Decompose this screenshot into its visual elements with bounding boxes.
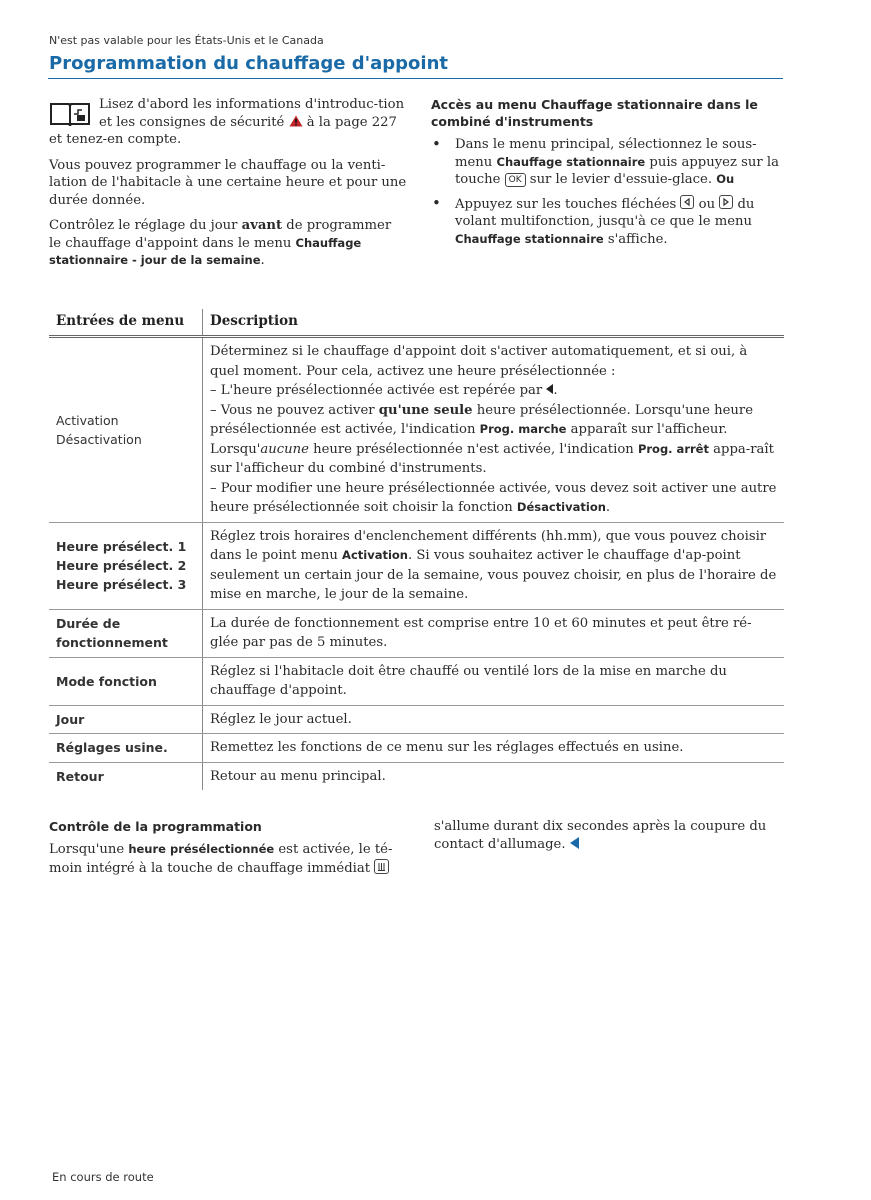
description-cell: La durée de fonctionnement est comprise entre 10 et 60 minutes et peut être ré-glée par pas de 5 minutes. — [203, 609, 785, 657]
controle-heading: Contrôle de la programmation — [49, 819, 262, 834]
table-header-row — [49, 309, 784, 337]
description-cell: Remettez les fonctions de ce menu sur les réglages effectués en usine. — [203, 734, 785, 763]
controle-column-left — [49, 818, 411, 885]
book-icon — [49, 100, 91, 126]
intro-paragraph-2: Vous pouvez programmer le chauffage ou la venti-lation de l'habitacle à une certaine heure et pour une durée donnée. — [49, 157, 407, 208]
controle-text-2: s'allume durant dix secondes après la coupure du contact d'allumage. — [434, 819, 767, 852]
table-row — [49, 657, 784, 705]
end-of-section-icon — [570, 837, 579, 849]
intro-paragraph-1: Lisez d'abord les informations d'introduc-tion et les consignes de sécurité à la page 227 et tenez-en compte. — [49, 97, 405, 147]
menu-entries-table — [49, 309, 784, 790]
table-row — [49, 734, 784, 763]
entry-cell: Retour — [49, 762, 203, 790]
selected-marker-icon — [546, 384, 553, 394]
table-row — [49, 609, 784, 657]
arrow-right-key-icon — [719, 195, 733, 209]
warning-icon — [289, 115, 303, 127]
description-cell: Déterminez si le chauffage d'appoint doit s'activer automatiquement, et si oui, à quel moment. Pour cela, activez une heure présélectionnée : – L'heure présélectionnée activée est repérée par . – Vous ne pouvez activer qu'une seule heure présélectionnée. Lorsqu'une heure présélectionnée est activée, l'indication Prog. marche apparaît sur l'afficheur. Lorsqu'aucune heure présélectionnée n'est activée, l'indication Prog. arrêt appa-raît sur l'afficheur du combiné d'instruments. – Pour modifier une heure présélectionnée activée, vous devez soit activer une autre heure présélectionnée soit choisir la fonction Désactivation. — [203, 337, 785, 523]
controle-text-1: Lorsqu'une heure présélectionnée est activée, le té-moin intégré à la touche de chauffage immédiat — [49, 842, 393, 876]
entry-cell: Durée de fonctionnement — [49, 609, 203, 657]
description-cell: Réglez le jour actuel. — [203, 705, 785, 734]
access-bullet-2: • Appuyez sur les touches fléchées ou du volant multifonction, jusqu'à ce que le menu Chauffage stationnaire s'affiche. — [431, 195, 783, 249]
table-header-description: Description — [203, 309, 785, 337]
access-heading: Accès au menu Chauffage stationnaire dans le combiné d'instruments — [431, 97, 758, 129]
immediate-heating-key-icon — [374, 859, 389, 874]
title-rule — [48, 78, 783, 79]
access-bullet-1: • Dans le menu principal, sélectionnez le sous-menu Chauffage stationnaire puis appuyez sur la touche OK sur le levier d'essuie-glace. Ou — [431, 136, 783, 189]
running-head: N'est pas valable pour les États-Unis et le Canada — [49, 34, 324, 47]
description-cell: Réglez trois horaires d'enclenchement différents (hh.mm), que vous pouvez choisir dans le point menu Activation. Si vous souhaitez activer le chauffage d'ap-point seulement un certain jour de la semaine, vous pouvez choisir, en plus de l'horaire de mise en marche, le jour de la semaine. — [203, 522, 785, 609]
entry-cell: Mode fonction — [49, 657, 203, 705]
page-title: Programmation du chauffage d'appoint — [49, 53, 448, 74]
entry-cell: Heure présélect. 1 Heure présélect. 2 Heure présélect. 3 — [49, 522, 203, 609]
ok-key-icon: OK — [505, 173, 526, 187]
table-row — [49, 762, 784, 790]
intro-paragraph-3: Contrôlez le réglage du jour avant de programmer le chauffage d'appoint dans le menu Chauffage stationnaire - jour de la semaine. — [49, 218, 392, 268]
description-cell: Retour au menu principal. — [210, 768, 386, 784]
entry-cell: Réglages usine. — [49, 734, 203, 763]
description-cell: Réglez si l'habitacle doit être chauffé ou ventilé lors de la mise en marche du chauffage d'appoint. — [203, 657, 785, 705]
table-row — [49, 337, 784, 523]
intro-column — [49, 96, 407, 278]
table-header-entries: Entrées de menu — [49, 309, 203, 337]
access-column — [431, 96, 783, 254]
entry-cell: Activation Désactivation — [49, 337, 203, 523]
controle-column-right — [434, 818, 786, 861]
footer-section-label: En cours de route — [52, 1170, 154, 1184]
entry-cell: Jour — [49, 705, 203, 734]
table-row — [49, 522, 784, 609]
arrow-left-key-icon — [680, 195, 694, 209]
table-row — [49, 705, 784, 734]
